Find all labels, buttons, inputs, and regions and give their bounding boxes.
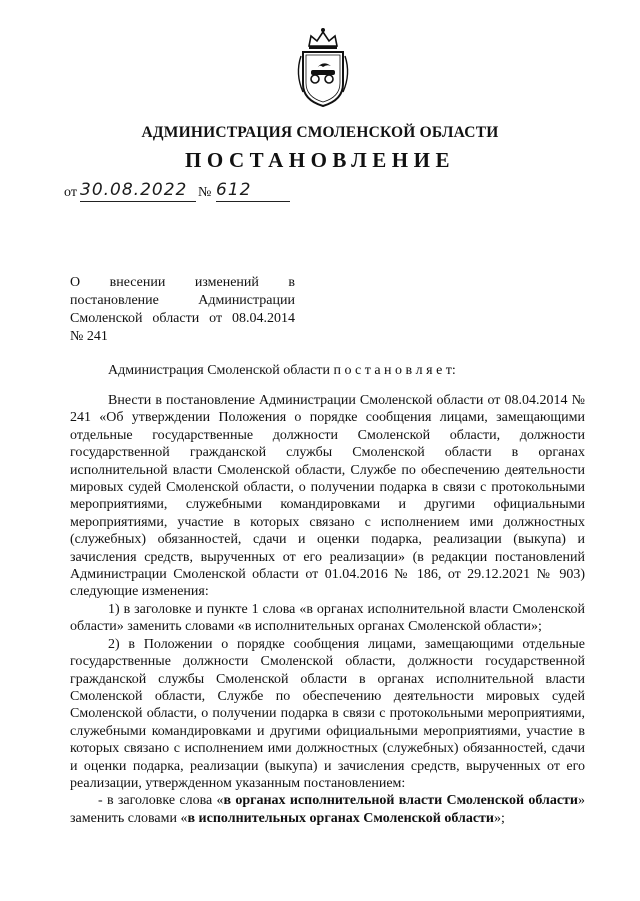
subject-line: О внесении изменений в	[70, 275, 295, 290]
organization-title: АДМИНИСТРАЦИЯ СМОЛЕНСКОЙ ОБЛАСТИ	[141, 124, 499, 141]
document-type-title: ПОСТАНОВЛЕНИЕ	[185, 148, 455, 172]
handwritten-date: 30.08.2022	[80, 179, 196, 202]
amendment-item-2: 2) в Положении о порядке сообщения лицами, замещающими отдельные государственные должности Смоленской области, должности государственной гражданской службы Смоленской области в органах исполнительной власти Смоленской области, Службе по обеспечению деятельности мировых судей Смоленской области, о получении подарка в связи с протокольными мероприятиями, служебными командировками и другими официальными мероприятиями, участие в которых связано с исполнением ими должностных (служебных) обязанностей, сдачи и оценки подарка, реализации (выкупа) и зачисления средств, вырученных от его реализации, утвержденном указанным постановлением:	[70, 636, 585, 792]
document-subject	[70, 274, 295, 346]
resolution-intro: Администрация Смоленской области п о с т а н о в л я е т:	[108, 363, 456, 378]
main-paragraph-block	[70, 392, 585, 601]
date-number-line	[64, 180, 304, 207]
smolensk-coat-of-arms-icon	[293, 26, 353, 108]
date-prefix: от	[64, 185, 77, 200]
subject-line: постановление Администрации	[70, 293, 295, 308]
number-label: №	[198, 185, 212, 200]
subject-line: № 241	[70, 329, 108, 344]
amendment-subitem	[70, 792, 585, 827]
amendment-item-1: 1) в заголовке и пункте 1 слова «в органах исполнительной власти Смоленской области» заменить словами «в исполнительных органах Смоленской области»;	[70, 602, 585, 635]
subject-line: Смоленской области от 08.04.2014	[70, 311, 295, 326]
subitem-new-words: в исполнительных органах Смоленской области	[187, 810, 495, 826]
amendment-items	[70, 601, 585, 827]
subitem-end: »;	[494, 810, 505, 826]
subitem-mid: » заменить словами «	[70, 793, 585, 826]
main-paragraph: Внести в постановление Администрации Смоленской области от 08.04.2014 № 241 «Об утверждении Положения о порядке сообщения лицами, замещающими отдельные государственные должности Смоленской области, должности государственной гражданской службы Смоленской области в органах исполнительной власти Смоленской области, Службе по обеспечению деятельности мировых судей Смоленской области, о получении подарка в связи с протокольными мероприятиями, служебными командировками и другими официальными мероприятиями, участие в которых связано с исполнением ими должностных (служебных) обязанностей, сдачи и оценки подарка, реализации (выкупа) и зачисления средств, вырученных от его реализации» (в редакции постановлений Администрации Смоленской области от 01.04.2016 № 186, от 29.12.2021 № 903) следующие изменения:	[70, 393, 585, 600]
handwritten-number: 612	[216, 179, 290, 202]
subitem-old-words: в органах исполнительной власти Смоленской области	[223, 793, 578, 809]
subitem-prefix: - в заголовке слова «	[98, 793, 224, 809]
